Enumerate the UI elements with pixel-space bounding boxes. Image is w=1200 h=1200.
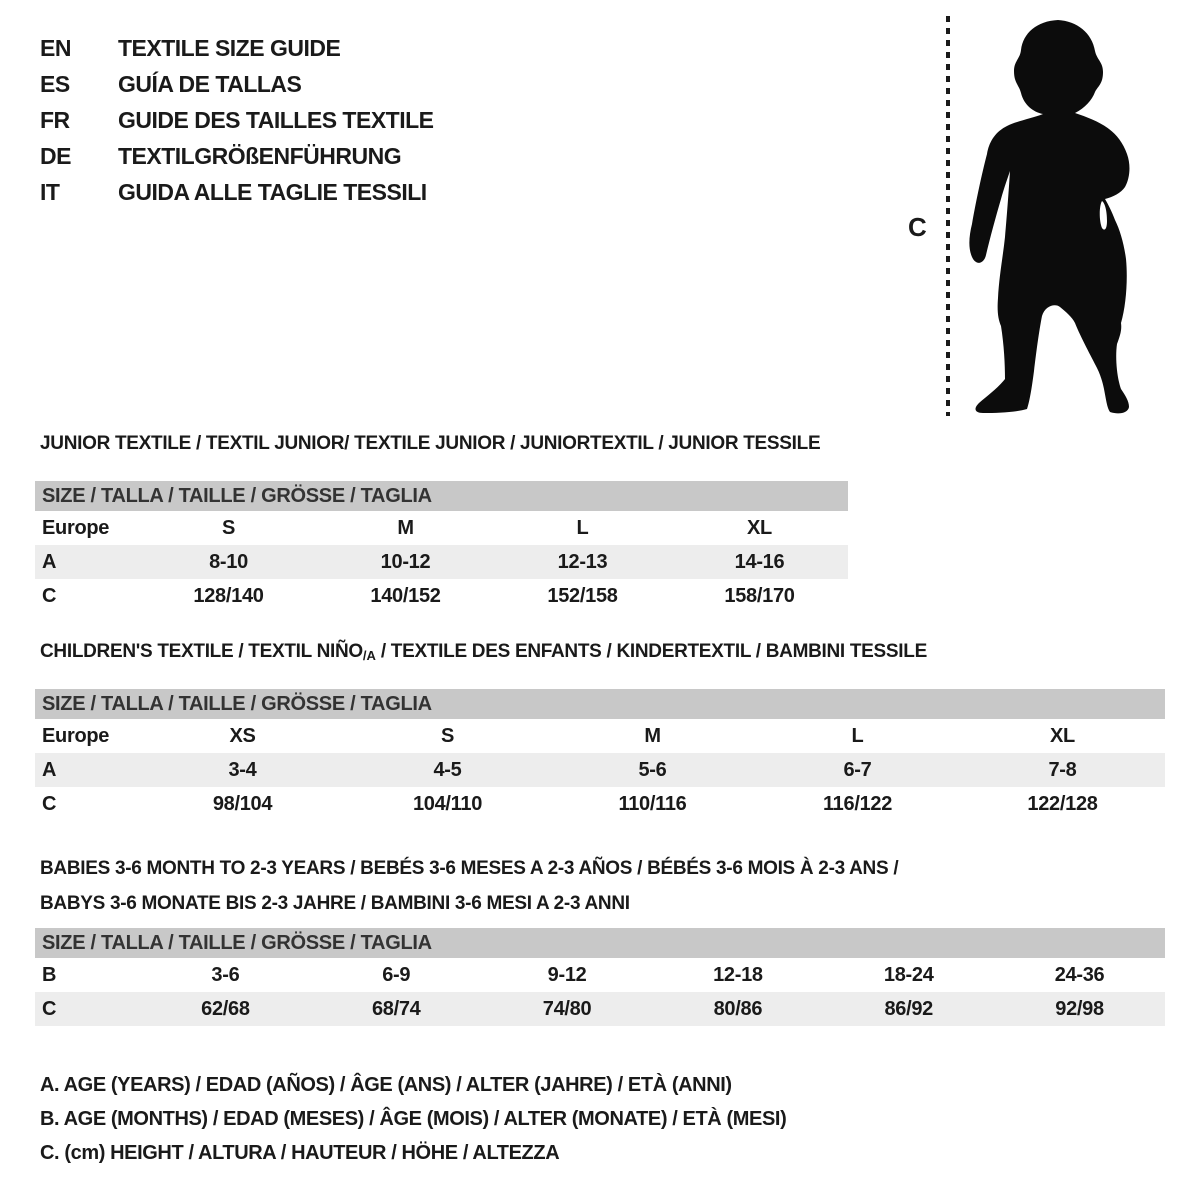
row-label: Europe [42,517,110,539]
language-row [40,30,434,66]
value-cell: 80/86 [713,998,763,1020]
row-label: C [42,585,57,607]
section-title: JUNIOR TEXTILE / TEXTIL JUNIOR/ TEXTILE JUNIOR / JUNIORTEXTIL / JUNIOR TESSILE [40,433,821,454]
table-row [35,787,1165,821]
value-cell: 122/128 [1027,793,1098,815]
value-cell: 128/140 [193,585,264,607]
value-cell: 158/170 [724,585,795,607]
value-cell: 5-6 [638,759,667,781]
junior-textile-section [35,433,848,613]
language-code: ES [40,71,70,97]
value-cell: 12-13 [557,551,608,573]
value-cell: 4-5 [433,759,462,781]
baby-silhouette-icon [965,15,1145,420]
guide-title: GUÍA DE TALLAS [118,71,302,97]
table-row [35,992,1165,1026]
size-cell: S [221,517,236,539]
height-measure-label: C [908,212,927,242]
row-label: B [42,964,57,986]
section-title-part: CHILDREN'S TEXTILE / TEXTIL NIÑO [40,641,363,662]
language-row [40,138,434,174]
size-cell: XL [747,517,772,539]
value-cell: 12-18 [713,964,763,986]
row-label: C [42,793,57,815]
value-cell: 110/116 [618,793,687,815]
size-table-header: SIZE / TALLA / TAILLE / GRÖSSE / TAGLIA [35,928,1165,958]
table-row [35,545,848,579]
table-row [35,958,1165,992]
language-row [40,174,434,210]
section-title-line: BABYS 3-6 MONATE BIS 2-3 JAHRE / BAMBINI 3-6 MESI A 2-3 ANNI [40,893,630,914]
value-cell: 6-9 [382,964,411,986]
value-cell: 68/74 [371,998,421,1020]
value-cell: 6-7 [843,759,872,781]
guide-title: TEXTILGRÖßENFÜHRUNG [118,143,402,169]
children-textile-section [35,641,1165,821]
guide-title: TEXTILE SIZE GUIDE [118,35,341,61]
value-cell: 104/110 [412,793,483,815]
size-cell: M [644,725,661,747]
section-title-part: / TEXTILE DES ENFANTS / KINDERTEXTIL / BAMBINI TESSILE [375,641,927,662]
value-cell: 152/158 [547,585,618,607]
height-measure-dashed-line [946,16,950,416]
size-cell: XS [229,725,256,747]
value-cell: 18-24 [883,964,934,986]
value-cell: 98/104 [212,793,273,815]
language-row [40,102,434,138]
height-measure-figure [900,0,1160,430]
value-cell: 92/98 [1055,998,1104,1020]
legend-line-age-years: A. AGE (YEARS) / EDAD (AÑOS) / ÂGE (ANS) / ALTER (JAHRE) / ETÀ (ANNI) [40,1074,732,1096]
value-cell: 140/152 [370,585,441,607]
size-cell: XL [1050,725,1075,747]
guide-title: GUIDA ALLE TAGLIE TESSILI [118,179,427,205]
value-cell: 62/68 [201,998,250,1020]
language-code: DE [40,143,71,169]
size-cell: S [440,725,455,747]
value-cell: 14-16 [734,551,785,573]
value-cell: 116/122 [822,793,893,815]
section-title [35,851,1165,921]
guide-title: GUIDE DES TAILLES TEXTILE [118,107,434,133]
size-cell: M [397,517,414,539]
value-cell: 3-4 [228,759,257,781]
language-code: FR [40,107,70,133]
table-row [35,579,848,613]
language-code: IT [40,179,60,205]
size-cell: L [576,517,589,539]
row-label: Europe [42,725,110,747]
measure-legend [40,1068,786,1170]
value-cell: 10-12 [380,551,431,573]
row-label: C [42,998,57,1020]
section-title-line: BABIES 3-6 MONTH TO 2-3 YEARS / BEBÉS 3-6 MESES A 2-3 AÑOS / BÉBÉS 3-6 MOIS À 2-3 ANS / [40,858,899,879]
language-code: EN [40,35,71,61]
table-row [35,719,1165,753]
value-cell: 3-6 [211,964,240,986]
value-cell: 8-10 [209,551,248,573]
value-cell: 9-12 [547,964,587,986]
language-row [40,66,434,102]
section-title-subscript: /A [362,648,376,663]
value-cell: 86/92 [884,998,933,1020]
legend-line-height: C. (cm) HEIGHT / ALTURA / HAUTEUR / HÖHE / ALTEZZA [40,1142,560,1164]
section-title [35,641,1165,663]
row-label: A [42,551,57,573]
legend-line-age-months: B. AGE (MONTHS) / EDAD (MESES) / ÂGE (MOIS) / ALTER (MONATE) / ETÀ (MESI) [40,1108,787,1130]
value-cell: 24-36 [1054,964,1105,986]
size-cell: L [851,725,864,747]
table-row [35,753,1165,787]
table-row [35,511,848,545]
size-table-header: SIZE / TALLA / TAILLE / GRÖSSE / TAGLIA [35,481,848,511]
babies-textile-section [35,851,1165,1026]
size-table-header: SIZE / TALLA / TAILLE / GRÖSSE / TAGLIA [35,689,1165,719]
value-cell: 7-8 [1048,759,1077,781]
language-title-list [40,30,434,210]
row-label: A [42,759,57,781]
value-cell: 74/80 [542,998,592,1020]
